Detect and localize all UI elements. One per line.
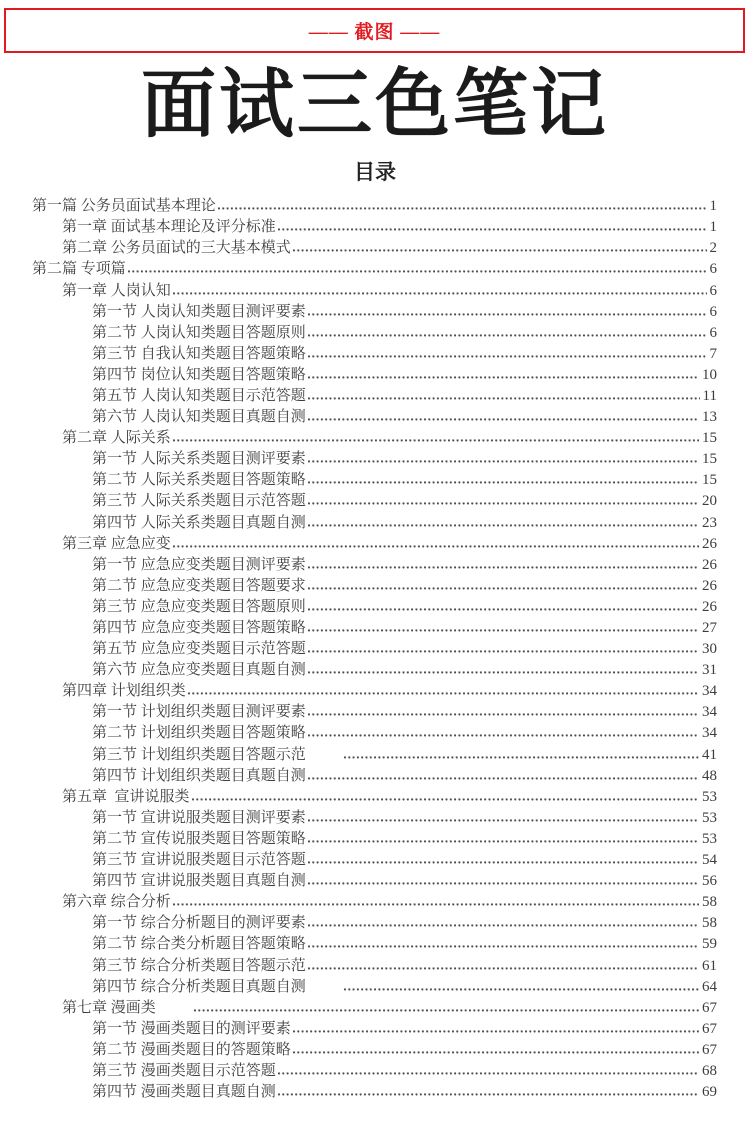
toc-leader-dots bbox=[293, 248, 707, 252]
toc-entry-label: 第四节 人际关系类题目真题自测 bbox=[92, 514, 306, 531]
toc-entry bbox=[32, 637, 717, 658]
toc-entry bbox=[32, 447, 717, 468]
toc-leader-dots bbox=[308, 501, 699, 505]
toc-leader-dots bbox=[308, 333, 707, 337]
book-title: 面试三色笔记 bbox=[140, 64, 609, 147]
toc-entry bbox=[32, 300, 717, 321]
toc-entry bbox=[32, 954, 717, 975]
toc-entry-label: 第一节 应急应变类题目测评要素 bbox=[92, 556, 306, 573]
toc-entry-page: 7 bbox=[709, 345, 717, 362]
toc-entry bbox=[32, 574, 717, 595]
toc-entry-page: 34 bbox=[702, 725, 717, 742]
toc-entry-page: 58 bbox=[702, 915, 717, 932]
toc-entry-page: 2 bbox=[709, 240, 717, 257]
toc-entry bbox=[32, 215, 717, 236]
toc-entry-page: 6 bbox=[709, 303, 717, 320]
toc-entry bbox=[32, 1038, 717, 1059]
toc-entry-label: 第五节 人岗认知类题目示范答题 bbox=[92, 387, 306, 404]
toc-leader-dots bbox=[173, 438, 699, 442]
toc-entry-page: 31 bbox=[702, 662, 717, 679]
toc-leader-dots bbox=[308, 375, 699, 379]
toc-entry-page: 26 bbox=[702, 556, 717, 573]
toc-entry-page: 13 bbox=[702, 409, 717, 426]
toc-entry-label: 第二篇 专项篇 bbox=[32, 261, 126, 278]
toc-entry-page: 26 bbox=[702, 535, 717, 552]
toc-entry-page: 6 bbox=[709, 282, 717, 299]
toc-leader-dots bbox=[308, 586, 699, 590]
toc-entry bbox=[32, 489, 717, 510]
toc-entry-page: 53 bbox=[702, 788, 717, 805]
toc-entry-page: 64 bbox=[702, 978, 717, 995]
toc-leader-dots bbox=[293, 1029, 699, 1033]
toc-entry-page: 1 bbox=[709, 219, 717, 236]
toc-entry-page: 1 bbox=[709, 198, 717, 215]
toc-entry-label: 第二节 漫画类题目的答题策略 bbox=[92, 1041, 291, 1058]
toc-entry-page: 67 bbox=[702, 999, 717, 1016]
toc-entry-label: 第六节 人岗认知类题目真题自测 bbox=[92, 409, 306, 426]
toc-leader-dots bbox=[344, 755, 699, 759]
toc-entry-label: 第三节 人际关系类题目示范答题 bbox=[92, 493, 306, 510]
toc-leader-dots bbox=[308, 733, 699, 737]
toc-entry-page: 69 bbox=[702, 1084, 717, 1101]
toc-entry bbox=[32, 426, 717, 447]
toc-entry-label: 第一章 面试基本理论及评分标准 bbox=[62, 219, 276, 236]
toc-entry bbox=[32, 806, 717, 827]
toc-entry bbox=[32, 384, 717, 405]
toc-entry-page: 58 bbox=[702, 894, 717, 911]
toc-entry-label: 第六节 应急应变类题目真题自测 bbox=[92, 662, 306, 679]
toc-entry-label: 第四节 计划组织类题目真题自测 bbox=[92, 767, 306, 784]
toc-leader-dots bbox=[308, 396, 700, 400]
toc-entry bbox=[32, 257, 717, 278]
toc-leader-dots bbox=[293, 1050, 699, 1054]
toc-entry-label: 第四节 宣讲说服类题目真题自测 bbox=[92, 873, 306, 890]
toc-entry bbox=[32, 848, 717, 869]
toc-entry-page: 26 bbox=[702, 577, 717, 594]
toc-leader-dots bbox=[173, 544, 699, 548]
toc-entry bbox=[32, 342, 717, 363]
toc-leader-dots bbox=[308, 649, 699, 653]
toc-leader-dots bbox=[344, 987, 699, 991]
toc-leader-dots bbox=[308, 923, 699, 927]
toc-entry-page: 10 bbox=[702, 366, 717, 383]
toc-leader-dots bbox=[308, 776, 699, 780]
toc-entry bbox=[32, 616, 717, 637]
toc-leader-dots bbox=[308, 628, 699, 632]
toc-entry bbox=[32, 405, 717, 426]
toc-entry bbox=[32, 700, 717, 721]
toc-leader-dots bbox=[308, 670, 699, 674]
toc-entry-label: 第二节 人岗认知类题目答题原则 bbox=[92, 324, 306, 341]
toc-entry-label: 第二节 计划组织类题目答题策略 bbox=[92, 725, 306, 742]
toc-leader-dots bbox=[308, 966, 699, 970]
toc-entry bbox=[32, 1080, 717, 1101]
toc-entry-page: 53 bbox=[702, 830, 717, 847]
toc-leader-dots bbox=[188, 691, 699, 695]
toc-entry bbox=[32, 785, 717, 806]
toc-entry-page: 68 bbox=[702, 1062, 717, 1079]
toc-leader-dots bbox=[278, 1071, 699, 1075]
toc-entry bbox=[32, 827, 717, 848]
toc-entry bbox=[32, 911, 717, 932]
toc-entry-label: 第三节 自我认知类题目答题策略 bbox=[92, 345, 306, 362]
toc-entry-page: 34 bbox=[702, 683, 717, 700]
toc-entry bbox=[32, 932, 717, 953]
toc-leader-dots bbox=[308, 523, 699, 527]
toc-entry-page: 53 bbox=[702, 809, 717, 826]
toc-entry-label: 第四章 计划组织类 bbox=[62, 683, 186, 700]
toc-leader-dots bbox=[192, 797, 699, 801]
toc-leader-dots bbox=[194, 1008, 699, 1012]
toc-entry-label: 第二节 人际关系类题目答题策略 bbox=[92, 472, 306, 489]
toc-leader-dots bbox=[308, 417, 699, 421]
toc-entry-page: 26 bbox=[702, 598, 717, 615]
toc-entry bbox=[32, 1017, 717, 1038]
toc-entry-page: 23 bbox=[702, 514, 717, 531]
toc-entry bbox=[32, 743, 717, 764]
toc-entry-label: 第四节 岗位认知类题目答题策略 bbox=[92, 366, 306, 383]
toc-entry-label: 第一节 综合分析题目的测评要素 bbox=[92, 915, 306, 932]
toc-leader-dots bbox=[278, 227, 707, 231]
toc-entry bbox=[32, 869, 717, 890]
toc-entry-label: 第三节 宣讲说服类题目示范答题 bbox=[92, 852, 306, 869]
toc-leader-dots bbox=[308, 312, 707, 316]
toc-entry bbox=[32, 363, 717, 384]
toc-entry-page: 54 bbox=[702, 852, 717, 869]
toc-leader-dots bbox=[308, 459, 699, 463]
toc-entry-label: 第七章 漫画类 bbox=[62, 999, 156, 1016]
toc-entry-label: 第六章 综合分析 bbox=[62, 894, 171, 911]
toc-leader-dots bbox=[308, 860, 699, 864]
toc-entry-page: 61 bbox=[702, 957, 717, 974]
toc-leader-dots bbox=[308, 565, 699, 569]
toc-entry-label: 第一节 人岗认知类题目测评要素 bbox=[92, 303, 306, 320]
toc-leader-dots bbox=[128, 269, 707, 273]
toc-entry-label: 第一节 漫画类题目的测评要素 bbox=[92, 1020, 291, 1037]
toc-entry bbox=[32, 595, 717, 616]
toc-entry-label: 第四节 漫画类题目真题自测 bbox=[92, 1084, 276, 1101]
toc-entry bbox=[32, 511, 717, 532]
toc-entry bbox=[32, 553, 717, 574]
screenshot-banner-label: —— 截图 —— bbox=[308, 22, 441, 43]
toc-leader-dots bbox=[308, 944, 699, 948]
toc-entry-label: 第三节 应急应变类题目答题原则 bbox=[92, 598, 306, 615]
toc-leader-dots bbox=[308, 839, 699, 843]
toc-list bbox=[32, 194, 717, 1101]
toc-entry-page: 20 bbox=[702, 493, 717, 510]
toc-entry-page: 59 bbox=[702, 936, 717, 953]
toc-entry-label: 第二章 公务员面试的三大基本模式 bbox=[62, 240, 291, 257]
toc-entry-label: 第四节 应急应变类题目答题策略 bbox=[92, 620, 306, 637]
toc-entry-page: 27 bbox=[702, 620, 717, 637]
toc-leader-dots bbox=[278, 1092, 699, 1096]
toc-entry bbox=[32, 721, 717, 742]
toc-entry-page: 48 bbox=[702, 767, 717, 784]
toc-entry bbox=[32, 321, 717, 342]
toc-entry bbox=[32, 975, 717, 996]
toc-entry bbox=[32, 996, 717, 1017]
toc-entry-label: 第一节 宣讲说服类题目测评要素 bbox=[92, 809, 306, 826]
toc-leader-dots bbox=[308, 354, 707, 358]
toc-entry-label: 第二节 宣传说服类题目答题策略 bbox=[92, 830, 306, 847]
toc-entry bbox=[32, 679, 717, 700]
toc-leader-dots bbox=[173, 902, 699, 906]
toc-entry-page: 11 bbox=[702, 387, 717, 404]
toc-entry bbox=[32, 764, 717, 785]
toc-entry bbox=[32, 1059, 717, 1080]
toc-entry-label: 第一章 人岗认知 bbox=[62, 282, 171, 299]
toc-entry-label: 第五节 应急应变类题目示范答题 bbox=[92, 641, 306, 658]
toc-entry-page: 67 bbox=[702, 1041, 717, 1058]
toc-entry bbox=[32, 890, 717, 911]
screenshot-banner bbox=[4, 8, 745, 53]
toc-entry-page: 41 bbox=[702, 746, 717, 763]
toc-entry-page: 67 bbox=[702, 1020, 717, 1037]
toc-entry-label: 第三节 综合分析类题目答题示范 bbox=[92, 957, 306, 974]
toc-leader-dots bbox=[308, 480, 699, 484]
toc-entry-page: 15 bbox=[702, 472, 717, 489]
toc-leader-dots bbox=[173, 291, 707, 295]
toc-entry-label: 第三节 漫画类题目示范答题 bbox=[92, 1062, 276, 1079]
toc-entry-label: 第二节 应急应变类题目答题要求 bbox=[92, 577, 306, 594]
toc-leader-dots bbox=[308, 712, 699, 716]
toc-entry-label: 第二节 综合类分析题目答题策略 bbox=[92, 936, 306, 953]
toc-entry-page: 56 bbox=[702, 873, 717, 890]
toc-entry bbox=[32, 468, 717, 489]
toc-entry-page: 6 bbox=[709, 261, 717, 278]
toc-entry-label: 第一节 人际关系类题目测评要素 bbox=[92, 451, 306, 468]
toc-entry bbox=[32, 236, 717, 257]
toc-entry-page: 15 bbox=[702, 430, 717, 447]
toc-entry-label: 第二章 人际关系 bbox=[62, 430, 171, 447]
toc-leader-dots bbox=[308, 818, 699, 822]
toc-entry-page: 34 bbox=[702, 704, 717, 721]
toc-entry-label: 第一节 计划组织类题目测评要素 bbox=[92, 704, 306, 721]
toc-leader-dots bbox=[308, 881, 699, 885]
toc-entry bbox=[32, 279, 717, 300]
toc-entry-label: 第三节 计划组织类题目答题示范 bbox=[92, 746, 306, 763]
toc-entry-page: 6 bbox=[709, 324, 717, 341]
toc-entry-label: 第三章 应急应变 bbox=[62, 535, 171, 552]
toc-entry bbox=[32, 532, 717, 553]
toc-heading: 目录 bbox=[354, 160, 396, 184]
toc-entry-label: 第五章 宣讲说服类 bbox=[62, 788, 190, 805]
toc-leader-dots bbox=[218, 206, 707, 210]
toc-entry bbox=[32, 194, 717, 215]
toc-leader-dots bbox=[308, 607, 699, 611]
toc-entry-label: 第四节 综合分析类题目真题自测 bbox=[92, 978, 306, 995]
toc-entry-label: 第一篇 公务员面试基本理论 bbox=[32, 198, 216, 215]
toc-entry bbox=[32, 658, 717, 679]
toc-entry-page: 30 bbox=[702, 641, 717, 658]
toc-entry-page: 15 bbox=[702, 451, 717, 468]
